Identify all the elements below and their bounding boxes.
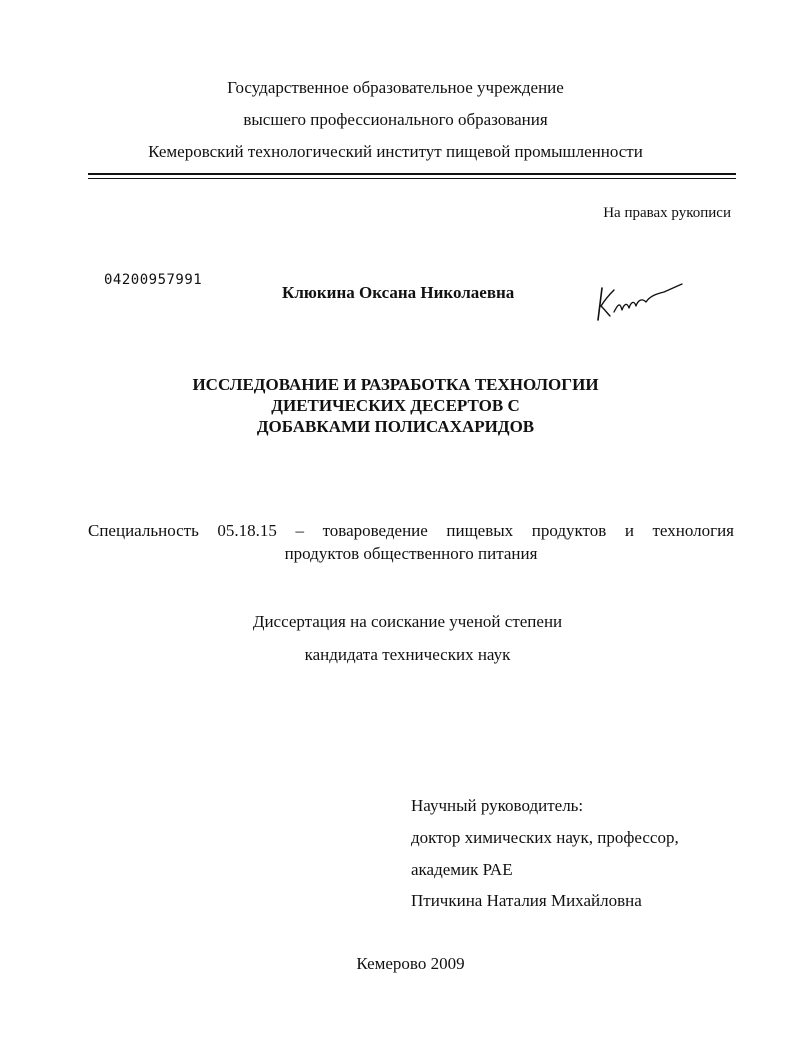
specialty-line-1: Специальность 05.18.15 – товароведение пищевых продуктов и технология — [88, 521, 734, 540]
institution-line-1: Государственное образовательное учреждение — [227, 78, 564, 97]
thesis-title-line-2: ДИЕТИЧЕСКИХ ДЕСЕРТОВ С — [271, 396, 520, 415]
author-signature — [594, 280, 684, 324]
institution-line-3: Кемеровский технологический институт пищевой промышленности — [148, 142, 643, 161]
thesis-title-line-3: ДОБАВКАМИ ПОЛИСАХАРИДОВ — [256, 417, 535, 436]
supervisor-label: Научный руководитель: — [411, 796, 584, 815]
rights-note: На правах рукописи — [603, 205, 731, 221]
specialty-block — [88, 519, 734, 565]
degree-line-1: Диссертация на соискание ученой степени — [252, 612, 563, 631]
institution-line-2: высшего профессионального образования — [243, 110, 548, 129]
inventory-number: 04200957991 — [104, 272, 203, 288]
supervisor-name: Птичкина Наталия Михайловна — [411, 891, 642, 910]
specialty-line-2: продуктов общественного питания — [284, 544, 538, 563]
supervisor-degree: доктор химических наук, профессор, — [411, 828, 679, 847]
thesis-title-line-1: ИССЛЕДОВАНИЕ И РАЗРАБОТКА ТЕХНОЛОГИИ — [192, 375, 599, 394]
header-divider — [88, 173, 736, 179]
place-year: Кемерово 2009 — [356, 954, 465, 973]
degree-line-2: кандидата технических наук — [304, 645, 511, 664]
supervisor-rank: академик РАЕ — [411, 860, 513, 879]
author-name: Клюкина Оксана Николаевна — [282, 283, 515, 302]
